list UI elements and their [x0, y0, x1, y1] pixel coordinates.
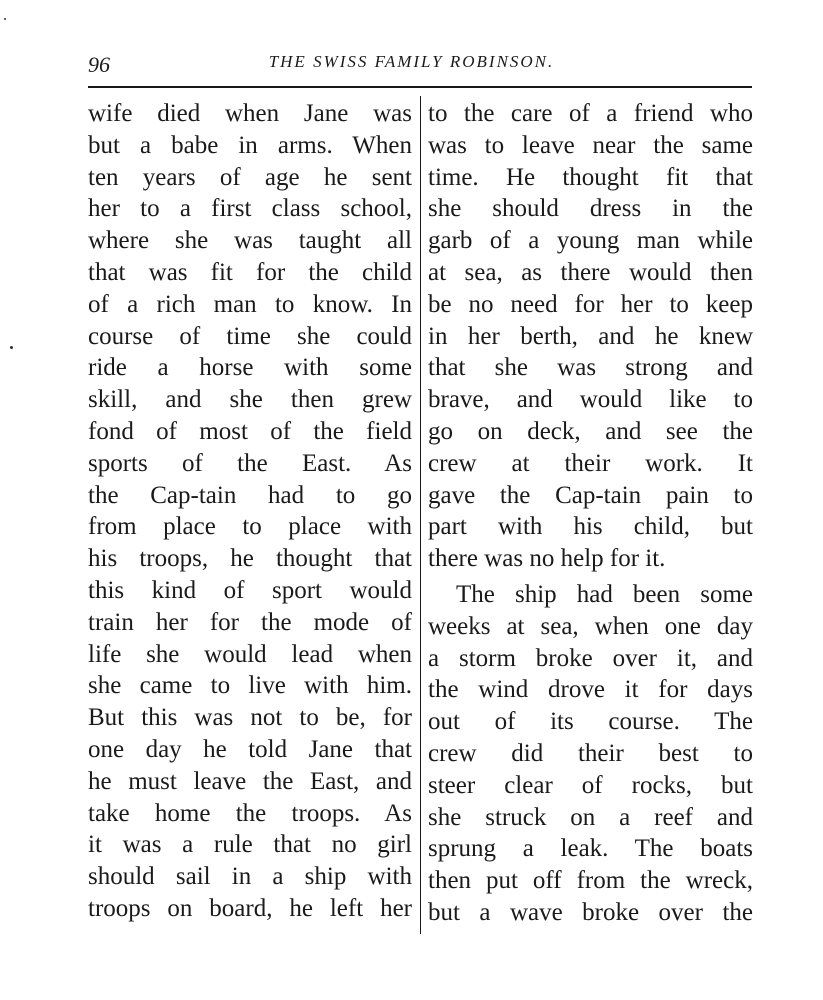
text-line: his troops, he thought that [88, 545, 412, 573]
text-line: life she would lead when [88, 640, 412, 668]
text-line: But this was not to be, for [88, 704, 412, 732]
text-line: it was a rule that no girl [88, 831, 412, 859]
text-line: course of time she could [88, 322, 412, 350]
text-line: take home the troops. As [88, 799, 412, 827]
text-line: but a wave broke over the [428, 898, 753, 926]
text-line: The ship had been some [456, 580, 753, 608]
text-line: brave, and would like to [428, 386, 753, 414]
text-line: from place to place with [88, 513, 412, 541]
text-line: she struck on a reef and [428, 803, 753, 831]
column-divider [420, 96, 421, 934]
left-column [88, 98, 412, 925]
text-line: a storm broke over it, and [428, 644, 753, 672]
text-line: time. He thought fit that [428, 163, 753, 191]
text-line: at sea, as there would then [428, 258, 753, 286]
text-line: she should dress in the [428, 195, 753, 223]
text-line: out of its course. The [428, 708, 753, 736]
text-line: be no need for her to keep [428, 290, 753, 318]
text-line: ten years of age he sent [88, 163, 412, 191]
text-line: that she was strong and [428, 354, 753, 382]
text-line: this kind of sport would [88, 576, 412, 604]
text-line: there was no help for it. [428, 545, 666, 573]
text-line: then put off from the wreck, [428, 867, 753, 895]
text-line: go on deck, and see the [428, 417, 753, 445]
text-line: troops on board, he left her [88, 894, 412, 922]
right-column [428, 98, 753, 929]
text-line: weeks at sea, when one day [428, 612, 753, 640]
text-line: crew at their work. It [428, 449, 753, 477]
text-line: the Cap-tain had to go [88, 481, 412, 509]
text-line: the wind drove it for days [428, 676, 753, 704]
text-line: her to a first class school, [88, 195, 412, 223]
text-line: where she was taught all [88, 227, 412, 255]
text-line: wife died when Jane was [88, 100, 412, 127]
text-line: he must leave the East, and [88, 767, 412, 795]
text-line: should sail in a ship with [88, 863, 412, 891]
text-line: one day he told Jane that [88, 735, 412, 763]
header-rule [88, 86, 752, 88]
scan-speck [4, 18, 6, 20]
text-line: steer clear of rocks, but [428, 771, 753, 799]
page-number: 96 [88, 52, 110, 77]
text-line: train her for the mode of [88, 608, 412, 636]
text-line: sprung a leak. The boats [428, 835, 753, 863]
text-line: but a babe in arms. When [88, 131, 412, 159]
text-line: part with his child, but [428, 513, 753, 541]
text-line: she came to live with him. [88, 672, 412, 700]
text-line: that was fit for the child [88, 258, 412, 286]
text-line: fond of most of the field [88, 417, 412, 445]
running-title: THE SWISS FAMILY ROBINSON. [268, 52, 555, 71]
text-line: of a rich man to know. In [88, 290, 412, 318]
text-line: ride a horse with some [88, 354, 412, 382]
text-line: sports of the East. As [88, 449, 412, 477]
text-line: gave the Cap-tain pain to [428, 481, 753, 509]
text-line: crew did their best to [428, 739, 753, 767]
text-line: in her berth, and he knew [428, 322, 753, 350]
text-line: to the care of a friend who [428, 100, 753, 127]
scan-speck [10, 346, 13, 349]
text-line: was to leave near the same [428, 131, 753, 159]
text-line: garb of a young man while [428, 227, 753, 255]
text-line: skill, and she then grew [88, 386, 412, 414]
